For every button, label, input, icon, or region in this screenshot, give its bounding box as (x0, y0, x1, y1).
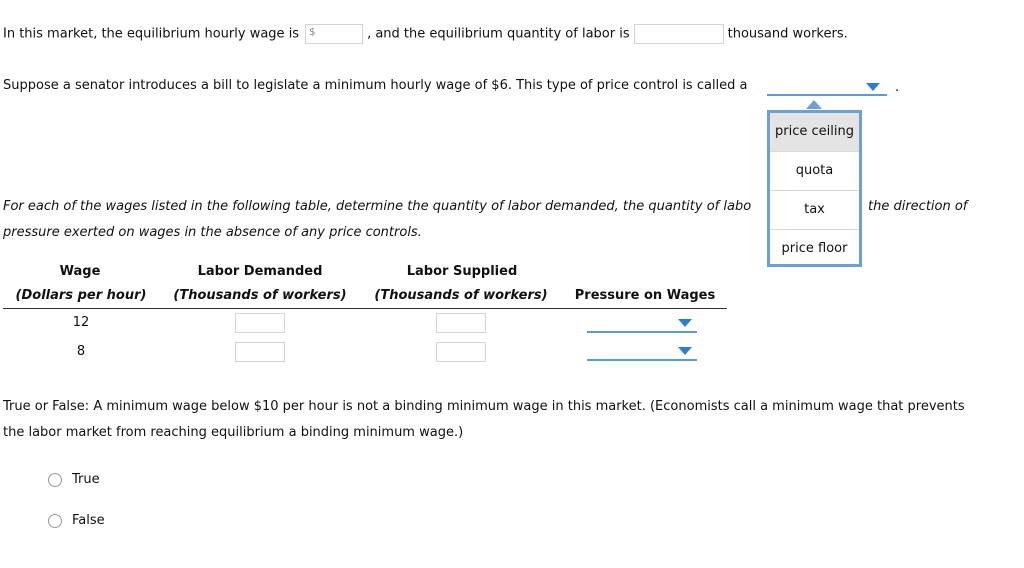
false-radio[interactable] (48, 514, 62, 528)
row1-wage: 12 (72, 315, 90, 330)
row2-wage: 8 (76, 344, 86, 359)
table-instructions-line1: For each of the wages listed in the following table, determine the quantity of labor demanded, the quantity of labo (3, 199, 752, 214)
row1-pressure-dropdown[interactable] (587, 331, 697, 333)
row2-supplied-input[interactable] (436, 342, 486, 362)
q1-middle: , and the equilibrium quantity of labor is (367, 26, 630, 42)
row1-demanded-input[interactable] (235, 313, 285, 333)
popup-caret-icon (806, 100, 822, 109)
header-wage-unit: (Dollars per hour) (15, 288, 147, 303)
true-label[interactable]: True (72, 472, 100, 487)
equilibrium-wage-input[interactable] (305, 24, 363, 44)
equilibrium-quantity-input[interactable] (634, 24, 724, 44)
option-quota[interactable]: quota (770, 152, 859, 191)
price-control-options-list (767, 110, 862, 267)
table-instructions-line1-end: the direction of (868, 199, 968, 214)
true-false-question-line2: the labor market from reaching equilibrium a binding minimum wage.) (3, 425, 464, 440)
q2-period: . (895, 80, 900, 95)
price-control-dropdown[interactable] (767, 94, 887, 96)
header-wage: Wage (59, 264, 101, 279)
row2-pressure-dropdown[interactable] (587, 359, 697, 361)
header-demanded: Labor Demanded (197, 264, 323, 279)
table-header-divider (3, 308, 727, 309)
chevron-down-icon[interactable] (678, 319, 692, 327)
dollar-sign: $ (309, 27, 316, 38)
price-control-question: Suppose a senator introduces a bill to legislate a minimum hourly wage of $6. This type of price control is called a (3, 78, 748, 93)
header-supplied-unit: (Thousands of workers) (374, 288, 548, 303)
q1-suffix: thousand workers. (727, 26, 848, 42)
row2-demanded-input[interactable] (235, 342, 285, 362)
option-price-floor[interactable]: price floor (781, 241, 848, 256)
header-pressure: Pressure on Wages (574, 288, 716, 303)
row1-supplied-input[interactable] (436, 313, 486, 333)
option-tax[interactable]: tax (770, 191, 859, 230)
table-instructions-line2: pressure exerted on wages in the absence of any price controls. (3, 225, 422, 240)
true-false-question-line1: True or False: A minimum wage below $10 per hour is not a binding minimum wage in this market. (Economists call a minimum wage that prevents (3, 399, 965, 414)
header-supplied: Labor Supplied (406, 264, 518, 279)
option-price-ceiling[interactable]: price ceiling (770, 113, 859, 152)
chevron-down-icon[interactable] (678, 347, 692, 355)
q1-prefix: In this market, the equilibrium hourly wage is (3, 26, 300, 42)
false-label[interactable]: False (72, 513, 105, 528)
equilibrium-question (3, 24, 848, 44)
true-radio[interactable] (48, 473, 62, 487)
chevron-down-icon[interactable] (866, 83, 880, 91)
header-demanded-unit: (Thousands of workers) (173, 288, 347, 303)
